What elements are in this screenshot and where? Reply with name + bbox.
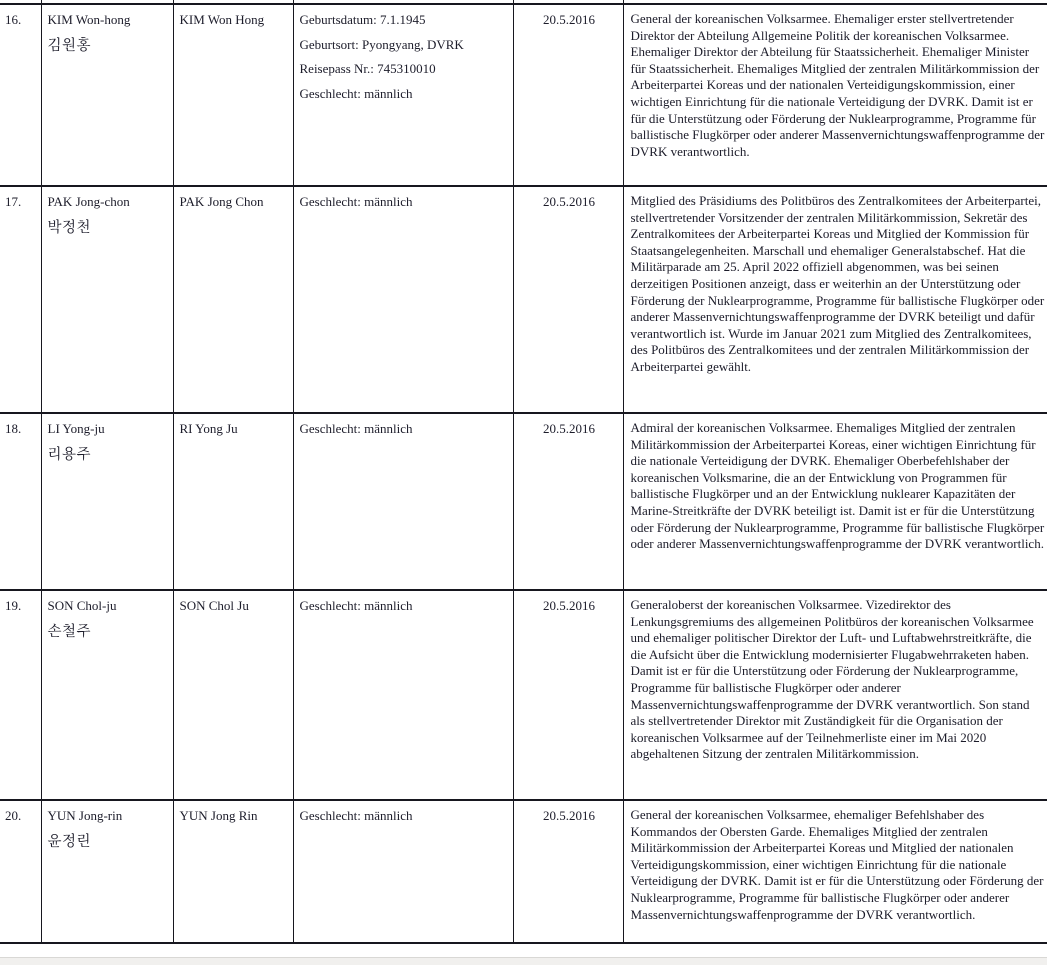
entry-listing-date-cell xyxy=(513,800,623,943)
page-bottom-edge xyxy=(0,957,1047,965)
entry-number-cell xyxy=(0,186,41,413)
entry-number: 17. xyxy=(5,194,22,209)
entry-reasons-cell xyxy=(623,413,1047,590)
entry-identifying-info-cell xyxy=(293,4,513,186)
entry-number-cell xyxy=(0,413,41,590)
entry-reasons-text: Admiral der koreanischen Volksarmee. Ehemaliges Mitglied der zentralen Militärkommission der Arbeiterpartei Koreas, einer wichtigen Einrichtung für die nationale Verteidigung der DVRK. Ehemaliger Oberbefehlshaber der koreanischen Volksmarine, die an der Entwicklung von Programmen für ballistische Flugkörper und an der Entwicklung nuklearer Kapazitäten der Marine-Streitkräfte der DVRK beteiligt ist. Damit ist er für die Unterstützung oder Förderung der Nuklearprogramme, Programme für ballistische Flugkörper oder anderer Massenvernichtungswaffenprogramme der DVRK verantwortlich. xyxy=(630,420,1045,552)
entry-name-cell xyxy=(41,4,173,186)
entry-alias-cell xyxy=(173,413,293,590)
entry-reasons-cell xyxy=(623,800,1047,943)
entry-listing-date: 20.5.2016 xyxy=(543,194,595,209)
identifying-info-line: Geburtsort: Pyongyang, DVRK xyxy=(299,36,464,52)
table-row xyxy=(0,413,1047,590)
table-row xyxy=(0,4,1047,186)
entry-listing-date: 20.5.2016 xyxy=(543,598,595,613)
entry-name-latin: KIM Won-hong xyxy=(47,12,131,27)
entry-name-latin: LI Yong-ju xyxy=(47,421,105,436)
entry-listing-date-cell xyxy=(513,590,623,800)
entry-number: 19. xyxy=(5,598,22,613)
entry-alias: PAK Jong Chon xyxy=(179,194,264,209)
entry-number: 18. xyxy=(5,421,22,436)
entry-identifying-info-cell xyxy=(293,186,513,413)
entry-alias-cell xyxy=(173,800,293,943)
identifying-info-line: Reisepass Nr.: 745310010 xyxy=(299,61,436,77)
table-row xyxy=(0,186,1047,413)
entry-listing-date-cell xyxy=(513,4,623,186)
entry-name-korean: 윤정린 xyxy=(47,833,92,850)
entry-alias: YUN Jong Rin xyxy=(179,808,258,823)
entry-number-cell xyxy=(0,590,41,800)
entry-reasons-cell xyxy=(623,4,1047,186)
entry-alias: SON Chol Ju xyxy=(179,598,249,613)
entry-reasons-cell xyxy=(623,186,1047,413)
entry-name-korean: 박정천 xyxy=(47,219,92,236)
entry-reasons-text: Mitglied des Präsidiums des Politbüros des Zentralkomitees der Arbeiterpartei, stellvertretender Vorsitzender der zentralen Militärkommission, Sekretär des Zentralkomitees der Arbeiterpartei Koreas und Mitglied der Kommission für Staatsangelegenheiten. Marschall und ehemaliger Generalstabschef. Hat die Militärparade am 25. April 2022 offiziell abgenommen, was bei seinen derzeitigen Positionen anzeigt, dass er weiterhin an der Unterstützung oder Förderung der Nuklearprogramme, Programme für ballistische Flugkörper oder anderer Massenvernichtungswaffenprogramme der DVRK beteiligt und dafür verantwortlich ist. Wurde im Januar 2021 zum Mitglied des Zentralkomitees, des Politbüros des Zentralkomitees und der zentralen Militärkommission der Arbeiterpartei gewählt. xyxy=(630,193,1045,374)
entry-name-korean: 김원홍 xyxy=(47,37,92,54)
entry-listing-date: 20.5.2016 xyxy=(543,421,595,436)
entry-identifying-info-cell xyxy=(293,800,513,943)
entry-listing-date: 20.5.2016 xyxy=(543,12,595,27)
table-row xyxy=(0,590,1047,800)
entry-number: 20. xyxy=(5,808,22,823)
entry-listing-date: 20.5.2016 xyxy=(543,808,595,823)
identifying-info-line: Geschlecht: männlich xyxy=(299,194,413,209)
identifying-info-line: Geschlecht: männlich xyxy=(299,421,413,436)
entry-reasons-text: General der koreanischen Volksarmee. Ehemaliger erster stellvertretender Direktor der Abteilung Allgemeine Politik der koreanischen Volksarmee. Ehemaliger Direktor der Abteilung für Staatssicherheit. Ehemaliger Minister für Staatssicherheit. Ehemaliges Mitglied der zentralen Militärkommission der Arbeiterpartei Koreas und der nationalen Verteidigungskommission, einer wichtigen Einrichtung für die nationale Verteidigung der DVRK. Damit ist er für die Unterstützung oder Förderung der Nuklearprogramme, Programme für ballistische Flugkörper oder anderer Massenvernichtungswaffenprogramme der DVRK verantwortlich. xyxy=(630,11,1045,159)
entry-name-korean: 손철주 xyxy=(47,623,92,640)
entry-alias: KIM Won Hong xyxy=(179,12,265,27)
entry-reasons-cell xyxy=(623,590,1047,800)
entry-name-latin: YUN Jong-rin xyxy=(47,808,123,823)
entry-alias-cell xyxy=(173,186,293,413)
entry-alias: RI Yong Ju xyxy=(179,421,238,436)
entry-name-cell xyxy=(41,186,173,413)
entry-name-cell xyxy=(41,590,173,800)
identifying-info-line: Geschlecht: männlich xyxy=(299,598,413,613)
identifying-info-line: Geschlecht: männlich xyxy=(299,85,413,101)
entry-number-cell xyxy=(0,4,41,186)
entry-listing-date-cell xyxy=(513,186,623,413)
identifying-info-line: Geschlecht: männlich xyxy=(299,808,413,823)
entry-listing-date-cell xyxy=(513,413,623,590)
identifying-info-line: Geburtsdatum: 7.1.1945 xyxy=(299,12,426,27)
entry-number-cell xyxy=(0,800,41,943)
entry-name-latin: SON Chol-ju xyxy=(47,598,117,613)
entry-identifying-info-cell xyxy=(293,590,513,800)
entry-name-latin: PAK Jong-chon xyxy=(47,194,130,209)
entry-number: 16. xyxy=(5,12,22,27)
entry-alias-cell xyxy=(173,590,293,800)
entry-identifying-info-cell xyxy=(293,413,513,590)
entry-reasons-text: General der koreanischen Volksarmee, ehemaliger Befehlshaber des Kommandos der Obersten Garde. Ehemaliges Mitglied der zentralen Militärkommission der Arbeiterpartei Koreas und Mitglied der nationalen Verteidigungskommission, einer wichtigen Einrichtung für die nationale Verteidigung der DVRK. Damit ist er für die Unterstützung oder Förderung der Nuklearprogramme, Programme für ballistische Flugkörper oder anderer Massenvernichtungswaffenprogramme der DVRK verantwortlich. xyxy=(630,807,1044,922)
entry-name-cell xyxy=(41,413,173,590)
table-row xyxy=(0,800,1047,943)
entry-alias-cell xyxy=(173,4,293,186)
entry-name-cell xyxy=(41,800,173,943)
entry-name-korean: 리용주 xyxy=(47,446,92,463)
entry-reasons-text: Generaloberst der koreanischen Volksarmee. Vizedirektor des Lenkungsgremiums des allgemeinen Politbüros der koreanischen Volksarmee und ehemaliger politischer Direktor der Luft- und Luftabwehrstreitkräfte, die die Aufsicht über die Entwicklung modernisierter Flugabwehrraketen haben. Damit ist er für die Unterstützung oder Förderung der Nuklearprogramme, Programme für ballistische Flugkörper oder anderer Massenvernichtungswaffenprogramme der DVRK verantwortlich. Son stand als stellvertretender Direktor mit Zuständigkeit für die Organisation der koreanischen Volksarmee auf der Teilnehmerliste einer im Mai 2020 abgehaltenen Sitzung der zentralen Militärkommission. xyxy=(630,597,1034,762)
